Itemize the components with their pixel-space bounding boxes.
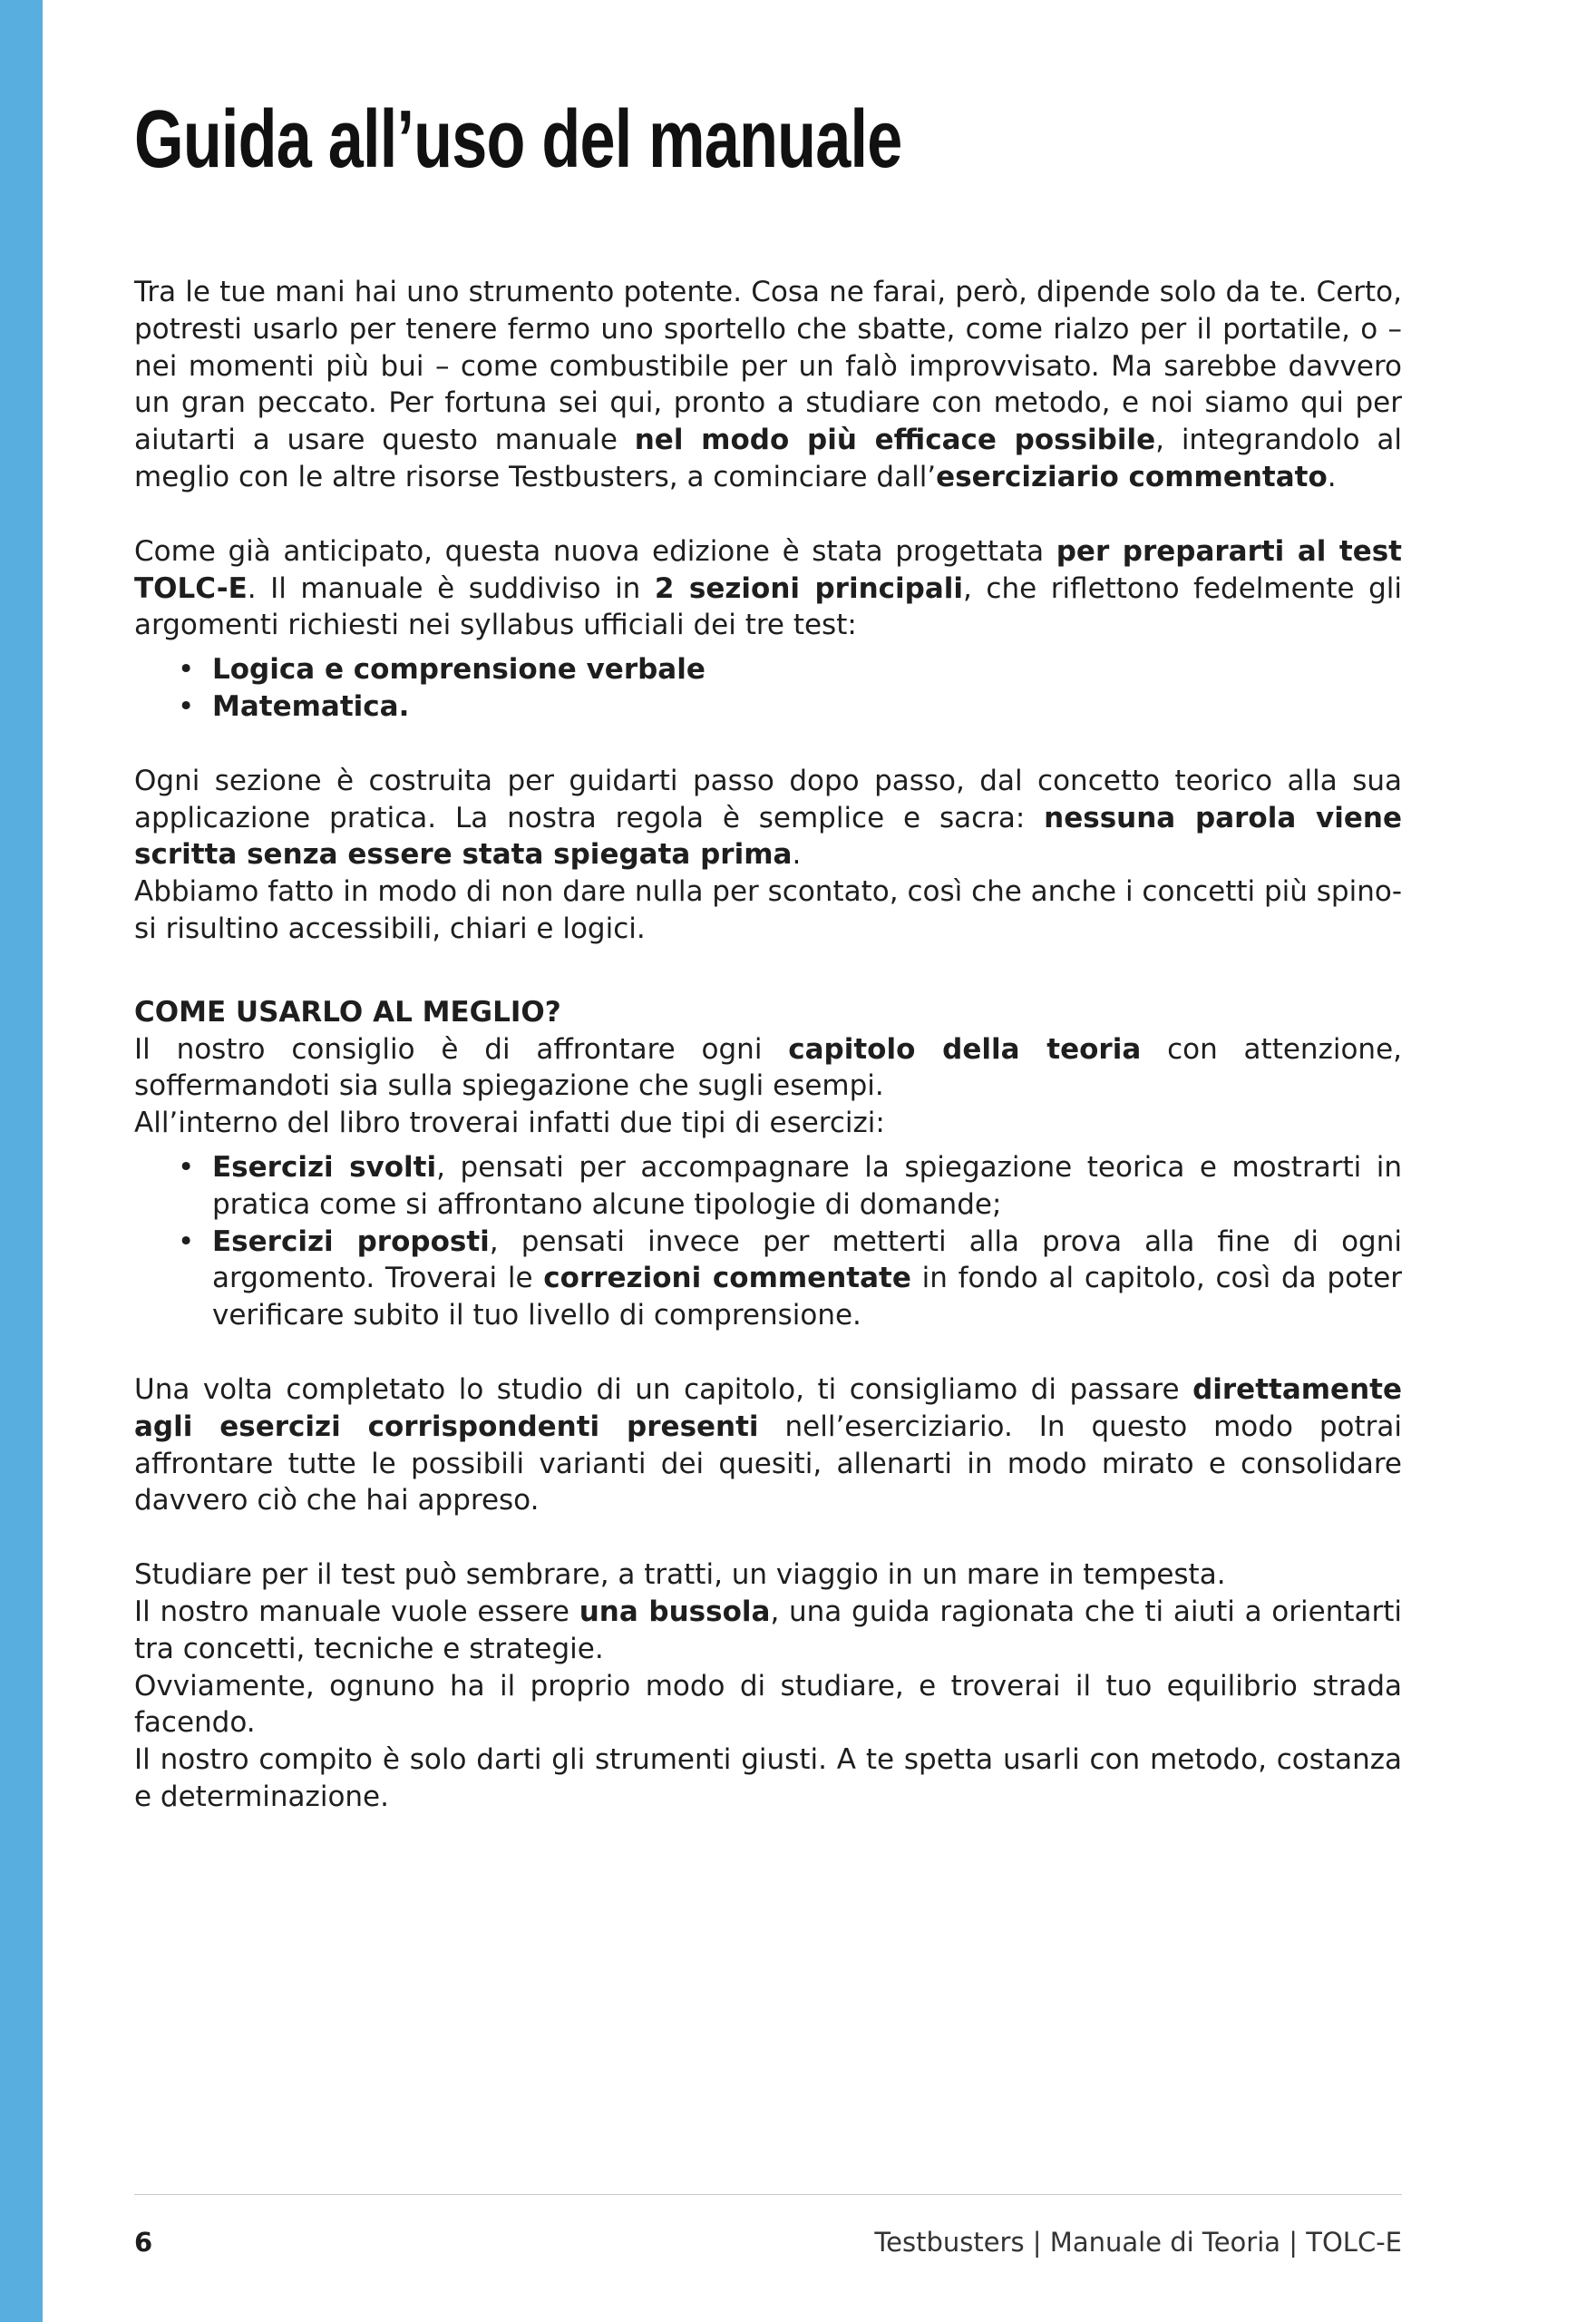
how-to-paragraph: Il nostro consiglio è di affrontare ogni capitolo della teoria con attenzione, soffermandoti sia sulla spiegazione che sugli esempi. <box>134 1032 1402 1103</box>
method-paragraph: Ogni sezione è costruita per guidarti passo dopo passo, dal concetto teorico alla sua applicazione pratica. La nostra regola è semplice e sacra: nessuna parola viene scritta senza essere stata spiegata prima. <box>134 764 1402 872</box>
method-paragraph-2: Abbiamo fatto in modo di non dare nulla per scontato, così che anche i concetti più spinosi risultino accessibili, chiari e logici. <box>134 875 1402 945</box>
running-footer-title: Testbusters | Manuale di Teoria | TOLC-E <box>874 2227 1402 2258</box>
body-text <box>134 274 1402 1816</box>
page-title: Guida all’uso del manuale <box>134 94 902 185</box>
exercise-types-intro: All’interno del libro troverai infatti due tipi di esercizi: <box>134 1107 885 1140</box>
sections-paragraph: Come già anticipato, questa nuova edizione è stata progettata per prepararti al test TOLC-E. Il manuale è suddiviso in 2 sezioni principali, che riflettono fedelmente gli argomenti richiesti nei syllabus ufficiali dei tre test: <box>134 534 1402 642</box>
closing-paragraph-2: Il nostro manuale vuole essere una bussola, una guida ragionata che ti aiuti a orientarti tra concetti, tecniche e strategie. <box>134 1595 1403 1665</box>
exercise-types-list <box>134 1149 1402 1334</box>
section-heading: COME USARLO AL MEGLIO? <box>134 995 561 1029</box>
list-item: • Logica e comprensione verbale <box>212 651 1402 688</box>
closing-paragraph-1: Studiare per il test può sembrare, a tratti, un viaggio in un mare in tempesta. <box>134 1558 1226 1592</box>
footer-divider <box>134 2194 1402 2195</box>
bullet-icon: • <box>178 1224 195 1258</box>
list-item: • Esercizi svolti, pensati per accompagnare la spiegazione teorica e mostrarti in pratica come si affrontano alcune tipologie di domande; <box>178 1150 1403 1221</box>
intro-paragraph: Tra le tue mani hai uno strumento potente. Cosa ne farai, però, dipende solo da te. Certo, potresti usarlo per tenere fermo uno sportello che sbatte, come rialzo per il portatile, o – nei momenti più bui – come combustibile per un falò improvvisato. Ma sarebbe davvero un gran peccato. Per fortuna sei qui, pronto a studiare con metodo, e noi siamo qui per aiutarti a usare questo manuale nel modo più efficace possibile, integrandolo al meglio con le altre risorse Testbusters, a cominciare dall’eserciziario commentato. <box>134 276 1403 493</box>
page-content <box>134 0 1402 2322</box>
sections-list <box>134 651 1402 726</box>
closing-paragraph-3: Ovviamente, ognuno ha il proprio modo di studiare, e troverai il tuo equilibrio strada facendo. <box>134 1669 1402 1740</box>
list-item: • Esercizi proposti, pensati invece per metterti alla prova alla fine di ogni argomento. Troverai le correzioni commentate in fondo al capitolo, così da poter verificare subito il tuo livello di comprensione. <box>178 1224 1403 1332</box>
next-steps-paragraph: Una volta completato lo studio di un capitolo, ti consigliamo di passare direttamente agli esercizi corrispondenti presenti nell’eserciziario. In questo modo potrai affrontare tutte le possibili varianti dei quesiti, allenarti in modo mirato e consolidare davvero ciò che hai appreso. <box>134 1372 1402 1517</box>
bullet-icon: • <box>178 653 195 687</box>
list-item: • Matematica. <box>212 688 1402 726</box>
blue-side-bar <box>0 0 43 2322</box>
bullet-icon: • <box>178 689 195 723</box>
bullet-icon: • <box>178 1150 195 1184</box>
page-number: 6 <box>134 2227 153 2258</box>
closing-paragraph-4: Il nostro compito è solo darti gli strumenti giusti. A te spetta usarli con metodo, costanza e determinazione. <box>134 1743 1402 1813</box>
